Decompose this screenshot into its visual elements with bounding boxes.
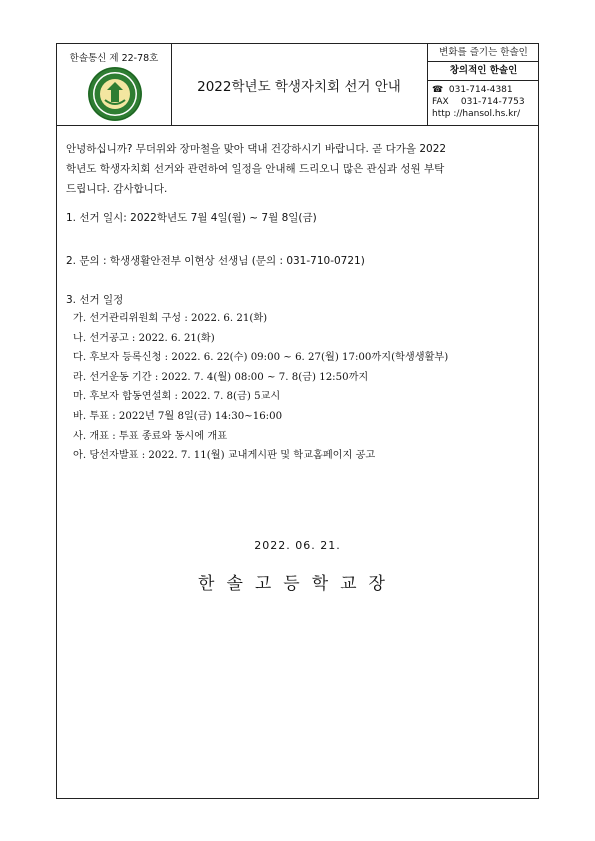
notice-page xyxy=(56,43,539,799)
schedule-item: 나. 선거공고 : 2022. 6. 21(화) xyxy=(73,332,215,344)
schedule-item: 마. 후보자 합동연설회 : 2022. 7. 8(금) 5교시 xyxy=(73,391,281,403)
motto-title: 창의적인 한솔인 xyxy=(428,62,539,81)
schedule-item: 사. 개표 : 투표 종료와 동시에 개표 xyxy=(73,430,228,442)
intro-line-2: 학년도 학생자치회 선거와 관련하여 일정을 안내해 드리오니 많은 관심과 성원 부탁 xyxy=(66,163,445,175)
schedule-item: 아. 당선자발표 : 2022. 7. 11(월) 교내게시판 및 학교홈페이지 공고 xyxy=(73,450,376,462)
schedule-list xyxy=(66,309,448,466)
tel-number: 031-714-4381 xyxy=(448,85,513,95)
motto-subtitle: 변화를 즐기는 한솔인 xyxy=(428,44,539,62)
schedule-item: 다. 후보자 등록신청 : 2022. 6. 22(수) 09:00 ~ 6. 27(월) 17:00까지(학생생활부) xyxy=(73,352,449,364)
signer-name: 한솔고등학교장 xyxy=(198,574,397,594)
schedule-item: 가. 선거관리위원회 구성 : 2022. 6. 21(화) xyxy=(73,313,268,324)
document-title: 2022학년도 학생자치회 선거 안내 xyxy=(197,78,401,95)
document-number: 한솔통신 제 22-78호 xyxy=(69,53,159,64)
tel-row xyxy=(432,84,525,96)
letterhead-left xyxy=(57,44,172,125)
letterhead-right xyxy=(427,44,539,125)
fax-row xyxy=(432,96,525,108)
schedule-item: 바. 투표 : 2022년 7월 8일(금) 14:30~16:00 xyxy=(73,410,283,422)
school-emblem-icon xyxy=(87,66,143,122)
website-url[interactable]: http ://hansol.hs.kr/ xyxy=(432,109,521,119)
fax-number: 031-714-7753 xyxy=(460,97,525,107)
fax-label: FAX xyxy=(432,97,449,107)
contact-inquiry: 2. 문의 : 학생생활안전부 이현상 선생님 (문의 : 031-710-0721) xyxy=(66,255,365,267)
letterhead xyxy=(57,44,538,126)
intro-paragraph xyxy=(66,139,532,199)
issue-date: 2022. 06. 21. xyxy=(254,539,341,552)
contact-info xyxy=(432,84,525,120)
telephone-icon: ☎ xyxy=(432,85,444,95)
schedule-item: 라. 선거운동 기간 : 2022. 7. 4(월) 08:00 ~ 7. 8(금) 12:50까지 xyxy=(73,371,369,383)
election-period: 1. 선거 일시: 2022학년도 7월 4일(월) ~ 7월 8일(금) xyxy=(66,212,317,224)
intro-line-3: 드립니다. 감사합니다. xyxy=(66,183,168,195)
intro-line-1: 안녕하십니까? 무더위와 장마철을 맞아 댁내 건강하시기 바랍니다. 곧 다가올 2022 xyxy=(66,143,447,155)
schedule-heading: 3. 선거 일정 xyxy=(66,294,124,306)
